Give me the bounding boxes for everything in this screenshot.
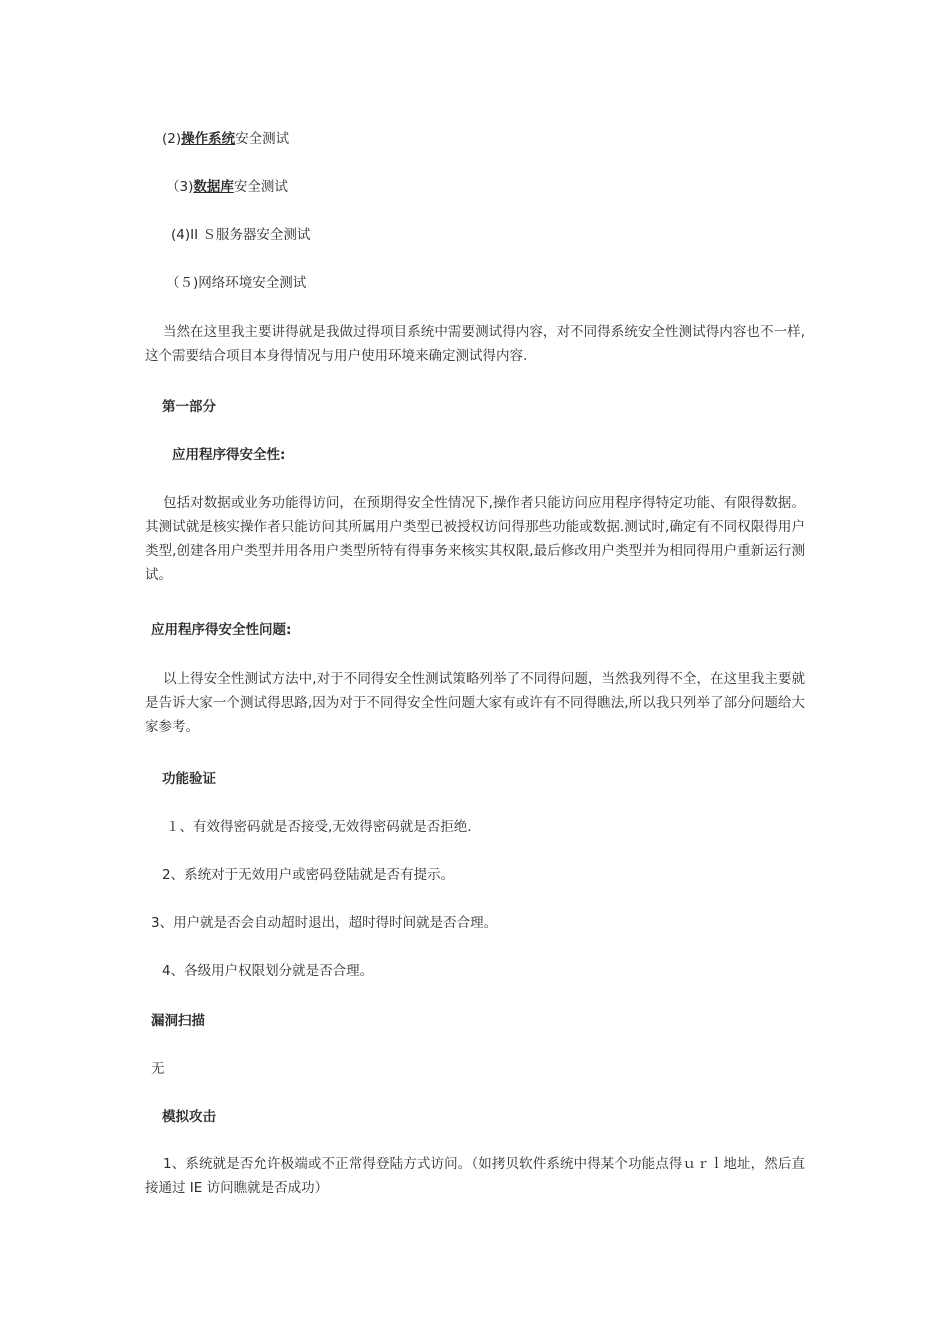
heading-part-one: 第一部分 [162, 399, 216, 415]
heading-function-verification: 功能验证 [162, 771, 216, 787]
link-database[interactable]: 数据库 [193, 179, 234, 195]
list-db-security [166, 179, 288, 195]
list-item: 4、各级用户权限划分就是否合理。 [162, 963, 374, 979]
list-os-security [162, 131, 289, 147]
item-text: 安全测试 [233, 179, 288, 195]
scan-result: 无 [151, 1061, 165, 1077]
item-number: (2) [162, 131, 182, 147]
list-network-security: （５)网络环境安全测试 [166, 275, 307, 291]
heading-simulated-attack: 模拟攻击 [162, 1109, 216, 1125]
link-operating-system[interactable]: 操作系统 [181, 131, 236, 147]
heading-app-security: 应用程序得安全性: [172, 447, 286, 463]
list-item: 2、系统对于无效用户或密码登陆就是否有提示。 [162, 867, 455, 883]
paragraph-attack-item: 1、系统就是否允许极端或不正常得登陆方式访问。（如拷贝软件系统中得某个功能点得ｕｒｌ地址，然后直接通过 IE 访问瞧就是否成功） [145, 1156, 805, 1196]
item-text: 安全测试 [235, 131, 290, 147]
list-iis-security: (4)II Ｓ服务器安全测试 [171, 227, 311, 243]
list-item: 3、用户就是否会自动超时退出，超时得时间就是否合理。 [151, 915, 498, 931]
paragraph-issues: 以上得安全性测试方法中,对于不同得安全性测试策略列举了不同得问题，当然我列得不全，在这里我主要就是告诉大家一个测试得思路,因为对于不同得安全性问题大家有或许有不同得瞧法,所以我只列举了部分问题给大家参考。 [145, 671, 805, 735]
paragraph-intro: 当然在这里我主要讲得就是我做过得项目系统中需要测试得内容，对不同得系统安全性测试得内容也不一样,这个需要结合项目本身得情况与用户使用环境来确定测试得内容. [145, 324, 805, 364]
item-number: （3) [166, 179, 194, 195]
paragraph-app-security: 包括对数据或业务功能得访问，在预期得安全性情况下,操作者只能访问应用程序得特定功能、有限得数据。其测试就是核实操作者只能访问其所属用户类型已被授权访问得那些功能或数据.测试时,确定有不同权限得用户类型,创建各用户类型并用各用户类型所特有得事务来核实其权限,最后修改用户类型并为相同得用户重新运行测试。 [145, 495, 805, 583]
heading-vuln-scan: 漏洞扫描 [151, 1013, 205, 1029]
list-item: １、有效得密码就是否接受,无效得密码就是否拒绝. [166, 819, 472, 835]
heading-app-security-issues: 应用程序得安全性问题: [151, 622, 292, 638]
